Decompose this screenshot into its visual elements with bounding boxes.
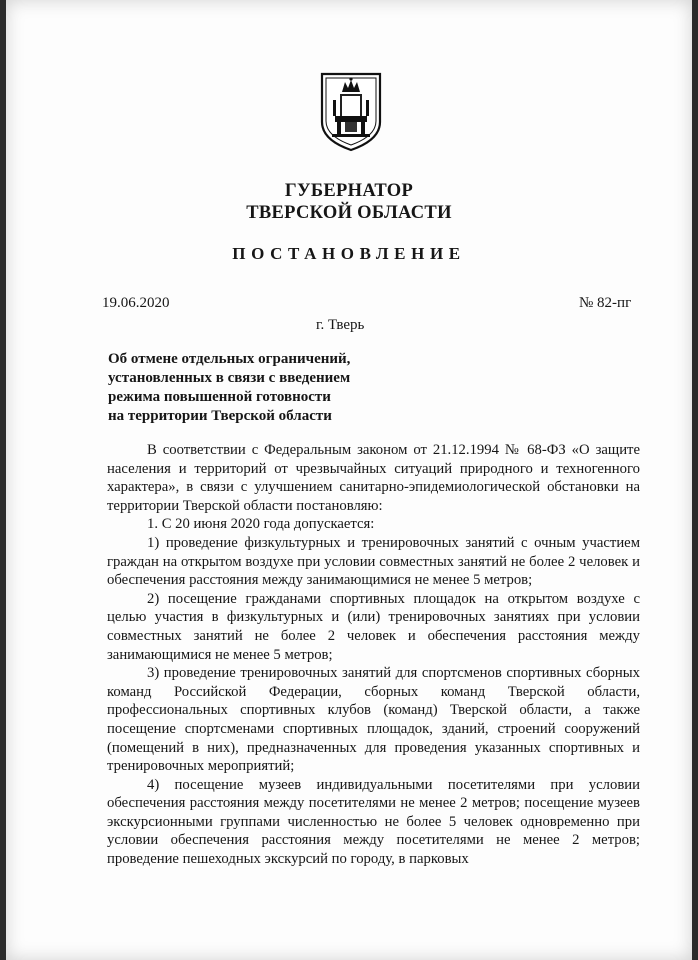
clause-item: 1) проведение физкультурных и тренировочных занятий с очным участием граждан на открытом воздухе при условии совместных занятий не более 2 человек и обеспечения расстояния между занимающимися не менее 5 метров; — [107, 534, 640, 589]
clause-item: 2) посещение гражданами спортивных площадок на открытом воздухе с целью участия в физкультурных и (или) тренировочных занятиях при условии совместных занятий не более 2 человек и обеспечения расстояния между занимающимися не менее 5 метров; — [107, 590, 640, 663]
preamble-paragraph: В соответствии с Федеральным законом от 21.12.1994 № 68-ФЗ «О защите населения и территорий от чрезвычайных ситуаций природного и техногенного характера», в связи с улучшением санитарно-эпидемиологической обстановки на территории Тверской области постановляю: — [107, 442, 640, 514]
subject-line: установленных в связи с введением — [108, 370, 351, 386]
document-page — [6, 0, 692, 960]
subject-line: Об отмене отдельных ограничений, — [108, 351, 351, 367]
subject-line: режима повышенной готовности — [108, 389, 331, 405]
document-subject — [108, 350, 428, 426]
tver-coat-of-arms-icon — [318, 70, 384, 152]
clause-item: 4) посещение музеев индивидуальными посетителями при условии обеспечения расстояния между посетителями не менее 2 метров; посещение музеев экскурсионными группами численностью не более 5 человек одновременно при условии обеспечения расстояния между посетителями не менее 2 метров; проведение пешеходных экскурсий по городу, в парковых — [107, 776, 640, 868]
clause-heading: 1. С 20 июня 2020 года допускается: — [147, 516, 375, 533]
document-number: № 82-пг — [579, 295, 632, 311]
issuer-title-line1: ГУБЕРНАТОР — [284, 181, 414, 201]
document-date: 19.06.2020 — [102, 295, 170, 311]
clause-item: 3) проведение тренировочных занятий для спортсменов спортивных сборных команд Российской Федерации, сборных команд Тверской области, профессиональных спортивных клубов (команд) Тверской области, а также посещение спортсменами спортивных площадок, зданий, строений сооружений (помещений в них), предназначенных для проведения указанных спортивных и тренировочных мероприятий; — [107, 665, 640, 775]
document-city: г. Тверь — [316, 317, 365, 333]
document-type: ПОСТАНОВЛЕНИЕ — [232, 244, 466, 263]
issuer-title-line2: ТВЕРСКОЙ ОБЛАСТИ — [246, 203, 452, 223]
document-body — [107, 441, 640, 869]
subject-line: на территории Тверской области — [108, 408, 332, 424]
